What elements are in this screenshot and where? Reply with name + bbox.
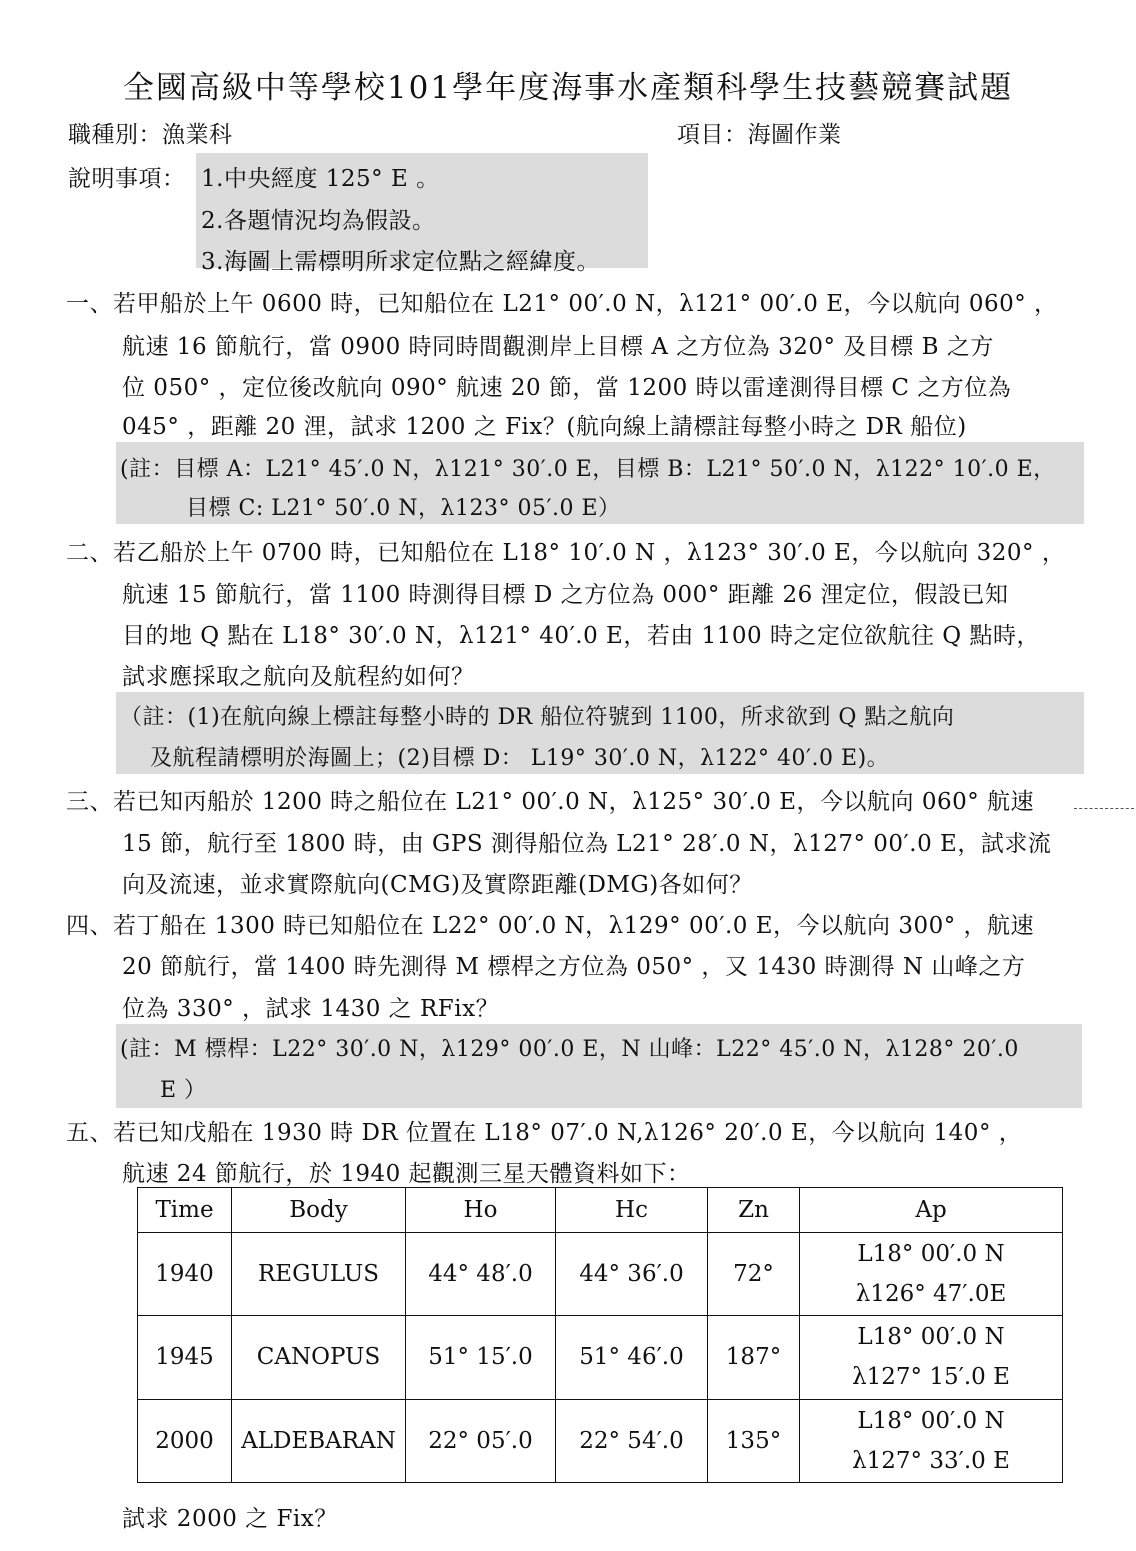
q4-note: E ） (160, 1078, 207, 1103)
q5-final-question: 試求 2000 之 Fix？ (122, 1506, 338, 1532)
hc-cell: 51° 46′.0 (556, 1316, 708, 1399)
q2-line: 目的地 Q 點在 L18° 30′.0 N，λ121° 40′.0 E，若由 1100 時之定位欲航往 Q 點時， (122, 623, 1040, 649)
ho-cell: 44° 48′.0 (406, 1233, 556, 1316)
table-row (138, 1316, 1063, 1399)
q1-note: (註：目標 A：L21° 45′.0 N，λ121° 30′.0 E，目標 B：L21° 50′.0 N，λ122° 10′.0 E， (120, 457, 1056, 482)
time-cell: 1940 (138, 1233, 232, 1316)
instructions-label: 說明事項： (68, 166, 186, 192)
hc-cell: 22° 54′.0 (556, 1399, 708, 1482)
table-row (138, 1233, 1063, 1316)
q1-note: 目標 C: L21° 50′.0 N，λ123° 05′.0 E） (186, 496, 621, 521)
q3-line: 向及流速，並求實際航向(CMG)及實際距離(DMG)各如何？ (122, 872, 753, 898)
ap-cell (800, 1316, 1063, 1399)
q2-note: 及航程請標明於海圖上；(2)目標 D： L19° 30′.0 N，λ122° 40′.0 E)。 (150, 746, 890, 771)
body-cell: CANOPUS (232, 1316, 406, 1399)
body-cell: REGULUS (232, 1233, 406, 1316)
q5-line: 五、若已知戊船在 1930 時 DR 位置在 L18° 07′.0 N,λ126° 20′.0 E，今以航向 140° ， (66, 1120, 1023, 1146)
q4-line: 20 節航行，當 1400 時先測得 M 標桿之方位為 050° ，又 1430 時測得 N 山峰之方 (122, 954, 1026, 980)
q5-line: 航速 24 節航行，於 1940 起觀測三星天體資料如下： (122, 1161, 691, 1187)
item-label: 項目：海圖作業 (677, 122, 842, 148)
q1-line: 045° ，距離 20 浬，試求 1200 之 Fix？(航向線上請標註每整小時之 DR 船位) (122, 414, 967, 440)
q1-line: 一、若甲船於上午 0600 時，已知船位在 L21° 00′.0 N，λ121° 00′.0 E，今以航向 060° ， (66, 291, 1058, 317)
zn-cell: 72° (708, 1233, 800, 1316)
q4-note: (註：M 標桿：L22° 30′.0 N，λ129° 00′.0 E，N 山峰：L22° 45′.0 N，λ128° 20′.0 (120, 1037, 1019, 1062)
celestial-data-table (137, 1187, 1063, 1483)
ap-latitude: L18° 00′.0 N (857, 1407, 1005, 1434)
instruction-item: 2.各題情況均為假設。 (201, 208, 436, 234)
margin-mark (1074, 808, 1134, 809)
ap-latitude: L18° 00′.0 N (857, 1241, 1005, 1268)
ap-latitude: L18° 00′.0 N (857, 1324, 1005, 1351)
q2-note: （註：(1)在航向線上標註每整小時的 DR 船位符號到 1100，所求欲到 Q 點之航向 (120, 705, 955, 730)
ap-cell (800, 1399, 1063, 1482)
hc-cell: 44° 36′.0 (556, 1233, 708, 1316)
q1-line: 位 050° ，定位後改航向 090° 航速 20 節，當 1200 時以雷達測得目標 C 之方位為 (122, 375, 1012, 401)
instruction-item: 1.中央經度 125° E 。 (201, 166, 440, 192)
q3-line: 15 節，航行至 1800 時，由 GPS 測得船位為 L21° 28′.0 N，λ127° 00′.0 E，試求流 (122, 831, 1052, 857)
column-header: Time (138, 1188, 232, 1233)
q1-line: 航速 16 節航行，當 0900 時同時間觀測岸上目標 A 之方位為 320° 及目標 B 之方 (122, 334, 994, 360)
ap-longitude: λ126° 47′.0E (855, 1281, 1007, 1308)
column-header: Body (232, 1188, 406, 1233)
q4-line: 位為 330° ，試求 1430 之 RFix？ (122, 996, 500, 1022)
zn-cell: 187° (708, 1316, 800, 1399)
q2-line: 航速 15 節航行，當 1100 時測得目標 D 之方位為 000° 距離 26 浬定位，假設已知 (122, 582, 1009, 608)
column-header: Ap (800, 1188, 1063, 1233)
q3-line: 三、若已知丙船於 1200 時之船位在 L21° 00′.0 N，λ125° 30′.0 E，今以航向 060° 航速 (66, 789, 1035, 815)
column-header: Hc (556, 1188, 708, 1233)
body-cell: ALDEBARAN (232, 1399, 406, 1482)
category-label: 職種別：漁業科 (68, 122, 233, 148)
table-header-row (138, 1188, 1063, 1233)
q2-line: 試求應採取之航向及航程約如何？ (122, 664, 475, 690)
ho-cell: 51° 15′.0 (406, 1316, 556, 1399)
exam-title: 全國高級中等學校101學年度海事水產類科學生技藝競賽試題 (122, 70, 1014, 106)
time-cell: 2000 (138, 1399, 232, 1482)
ho-cell: 22° 05′.0 (406, 1399, 556, 1482)
q4-line: 四、若丁船在 1300 時已知船位在 L22° 00′.0 N，λ129° 00′.0 E，今以航向 300° ，航速 (66, 913, 1035, 939)
ap-longitude: λ127° 15′.0 E (852, 1364, 1010, 1391)
ap-cell (800, 1233, 1063, 1316)
instruction-item: 3.海圖上需標明所求定位點之經緯度。 (201, 249, 600, 275)
time-cell: 1945 (138, 1316, 232, 1399)
table-row (138, 1399, 1063, 1482)
q2-line: 二、若乙船於上午 0700 時，已知船位在 L18° 10′.0 N ，λ123° 30′.0 E，今以航向 320° ， (66, 540, 1066, 566)
zn-cell: 135° (708, 1399, 800, 1482)
column-header: Ho (406, 1188, 556, 1233)
column-header: Zn (708, 1188, 800, 1233)
ap-longitude: λ127° 33′.0 E (852, 1447, 1010, 1474)
